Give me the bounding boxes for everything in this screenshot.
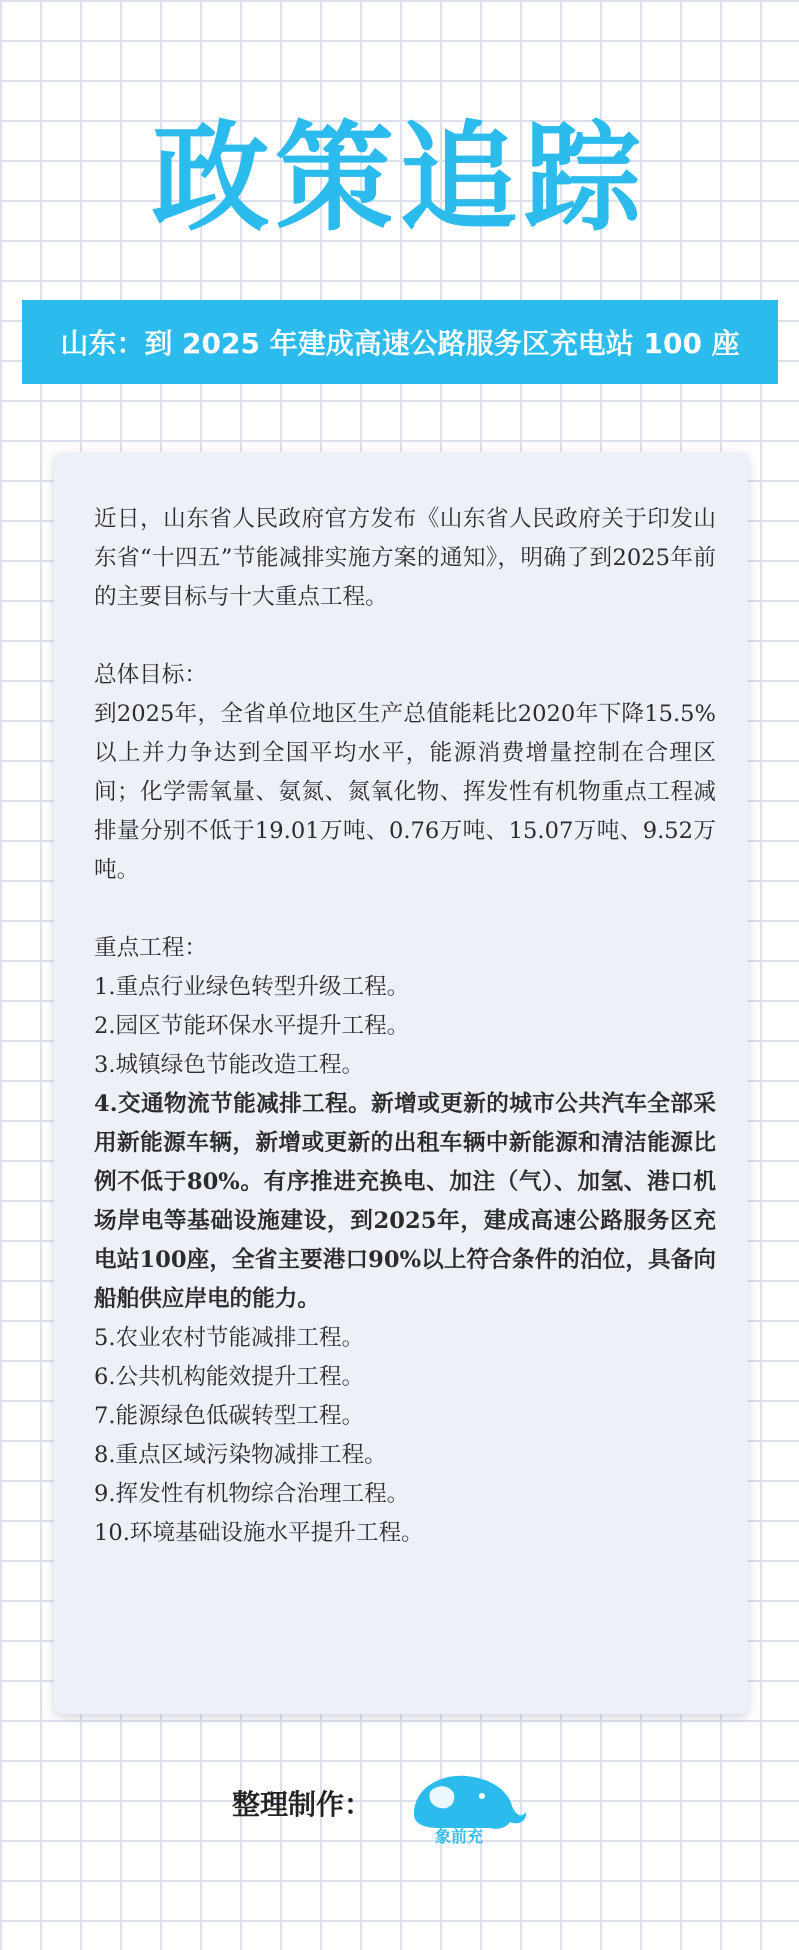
headline-text: 山东：到 2025 年建成高速公路服务区充电站 100 座 [60, 327, 740, 360]
project-item: 1.重点行业绿色转型升级工程。 [94, 974, 410, 1000]
spacer [94, 617, 716, 656]
spacer [94, 890, 716, 929]
logo-text: 象前充 [434, 1827, 483, 1846]
projects-heading: 重点工程： [94, 935, 207, 961]
article-body [94, 500, 716, 1553]
page-title: 政策追踪 [151, 109, 648, 247]
project-item: 9.挥发性有机物综合治理工程。 [94, 1481, 410, 1507]
project-item: 8.重点区域污染物减排工程。 [94, 1442, 387, 1468]
project-item: 7.能源绿色低碳转型工程。 [94, 1403, 365, 1429]
headline-banner [22, 300, 778, 384]
project-item: 6.公共机构能效提升工程。 [94, 1364, 365, 1390]
project-item-highlighted: 4.交通物流节能减排工程。新增或更新的城市公共汽车全部采用新能源车辆，新增或更新的出租车辆中新能源和清洁能源比例不低于80%。有序推进充换电、加注（气）、加氢、港口机场岸电等基础设施建设，到2025年，建成高速公路服务区充电站100座，全省主要港口90%以上符合条件的泊位，具备向船舶供应岸电的能力。 [94, 1091, 716, 1312]
goals-paragraph: 到2025年，全省单位地区生产总值能耗比2020年下降15.5%以上并力争达到全国平均水平，能源消费增量控制在合理区间；化学需氧量、氨氮、氮氧化物、挥发性有机物重点工程减排量分别不低于19.01万吨、0.76万吨、15.07万吨、9.52万吨。 [94, 701, 716, 883]
project-item: 5.农业农村节能减排工程。 [94, 1325, 365, 1351]
goals-heading: 总体目标： [94, 662, 207, 688]
project-item: 2.园区节能环保水平提升工程。 [94, 1013, 410, 1039]
project-item: 3.城镇绿色节能改造工程。 [94, 1052, 365, 1078]
credit-label: 整理制作： [232, 1788, 373, 1821]
intro-paragraph: 近日，山东省人民政府官方发布《山东省人民政府关于印发山东省“十四五”节能减排实施方案的通知》，明确了到2025年前的主要目标与十大重点工程。 [94, 506, 716, 610]
project-item: 10.环境基础设施水平提升工程。 [94, 1520, 424, 1546]
